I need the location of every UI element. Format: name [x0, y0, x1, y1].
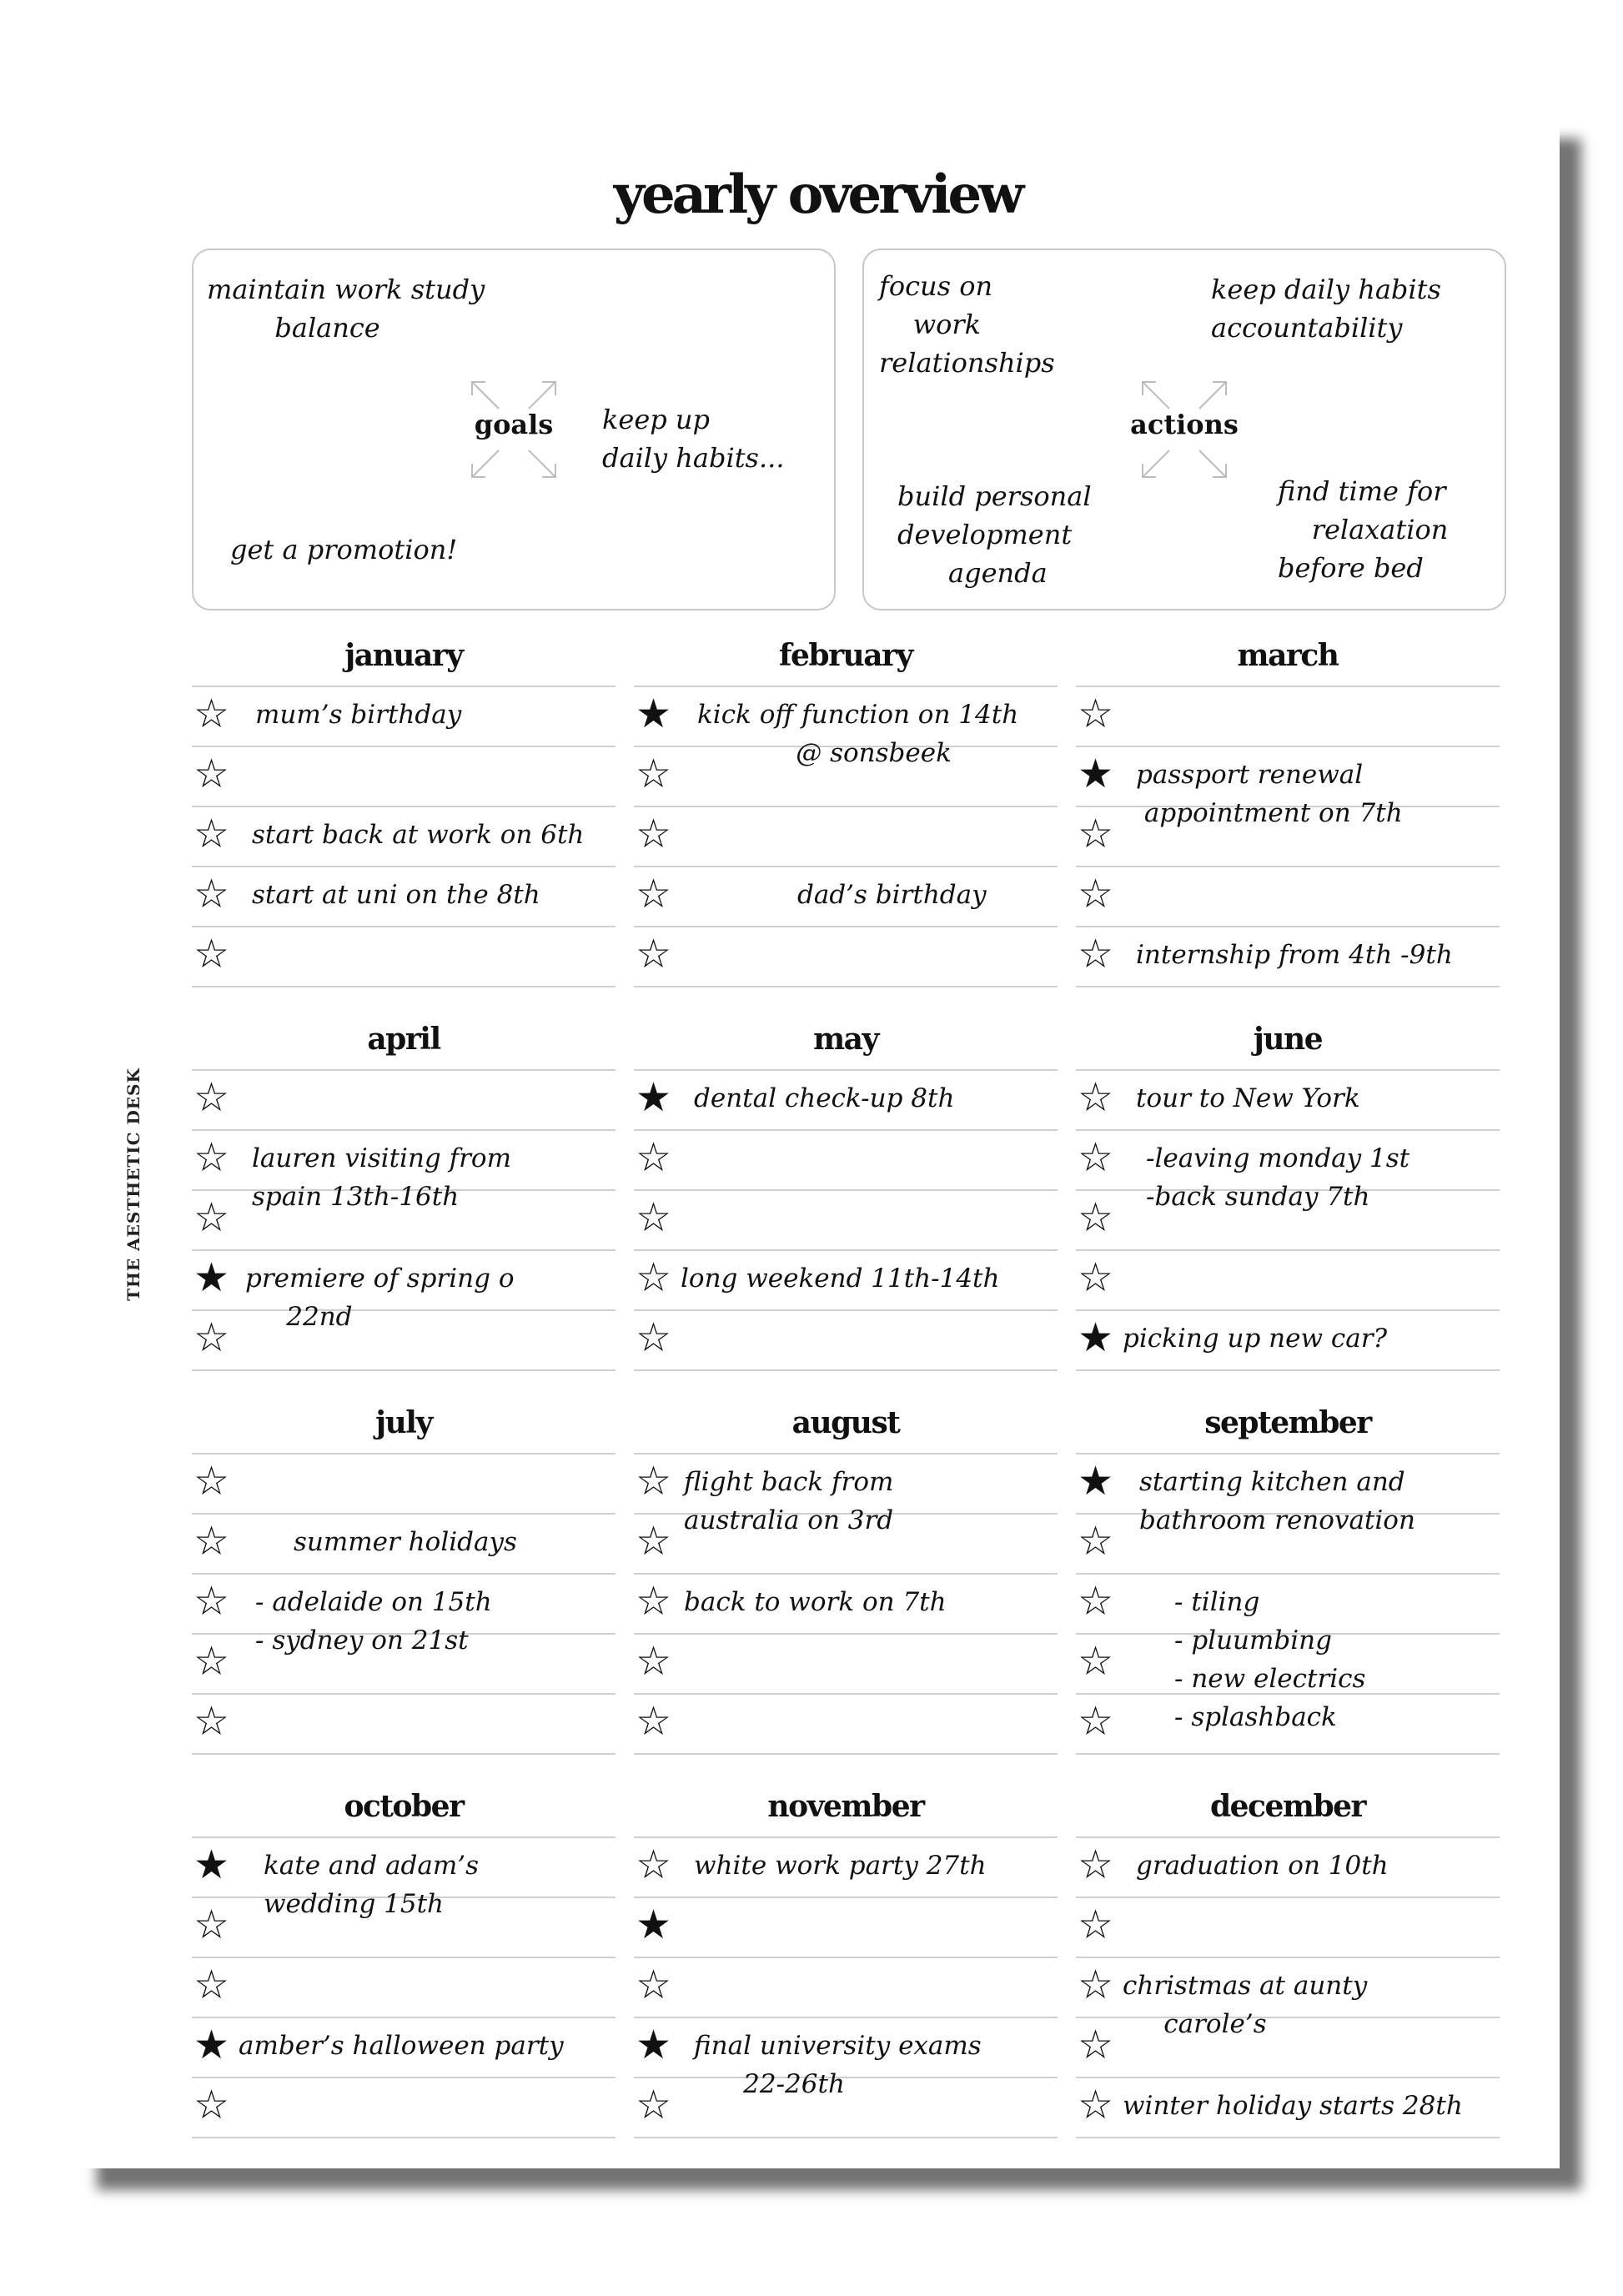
- month-october: [192, 1785, 616, 2152]
- row-divider: [192, 746, 616, 747]
- month-january: [192, 634, 616, 1001]
- action-item: build personal development agenda: [897, 480, 1092, 589]
- row-divider: [1076, 2077, 1500, 2078]
- month-name: march: [1237, 638, 1339, 673]
- month-name: november: [767, 1789, 924, 1824]
- star-filled-icon[interactable]: ★: [193, 1841, 230, 1888]
- star-outline-icon[interactable]: ☆: [193, 1578, 230, 1625]
- star-filled-icon[interactable]: ★: [636, 1902, 672, 1948]
- star-outline-icon[interactable]: ☆: [1078, 1841, 1114, 1888]
- row-divider: [192, 1836, 616, 1838]
- row-divider: [192, 2077, 616, 2078]
- star-outline-icon[interactable]: ☆: [193, 1698, 230, 1745]
- brand-label: THE AESTHETIC DESK: [123, 1068, 143, 1301]
- month-name: august: [791, 1405, 900, 1440]
- row-divider: [192, 926, 616, 927]
- row-divider: [1076, 1753, 1500, 1755]
- star-filled-icon[interactable]: ★: [193, 2022, 230, 2068]
- row-divider: [634, 1633, 1058, 1635]
- row-divider: [634, 2137, 1058, 2138]
- row-divider: [1076, 1309, 1500, 1311]
- month-april: [192, 1017, 616, 1384]
- month-note: white work party 27th: [694, 1851, 987, 1881]
- row-divider: [192, 1693, 616, 1695]
- star-filled-icon[interactable]: ★: [636, 691, 672, 737]
- action-item: find time for relaxation before bed: [1278, 475, 1449, 584]
- month-name: february: [779, 638, 912, 673]
- month-note: tour to New York: [1136, 1083, 1360, 1113]
- row-divider: [192, 1129, 616, 1131]
- month-name: june: [1253, 1022, 1323, 1057]
- month-note: premiere of spring o 22nd: [245, 1264, 515, 1332]
- row-divider: [1076, 2137, 1500, 2138]
- star-outline-icon[interactable]: ☆: [193, 751, 230, 797]
- month-november: [634, 1785, 1058, 2152]
- star-filled-icon[interactable]: ★: [636, 2022, 672, 2068]
- row-divider: [1076, 1249, 1500, 1251]
- goal-item: keep up daily habits...: [602, 404, 785, 474]
- star-outline-icon[interactable]: ☆: [1078, 1194, 1114, 1241]
- row-divider: [634, 1129, 1058, 1131]
- goals-label: goals: [474, 409, 554, 440]
- row-divider: [192, 2137, 616, 2138]
- month-name: october: [344, 1789, 464, 1824]
- row-divider: [192, 1249, 616, 1251]
- star-outline-icon[interactable]: ☆: [193, 1134, 230, 1181]
- star-outline-icon[interactable]: ☆: [1078, 1698, 1114, 1745]
- star-filled-icon[interactable]: ★: [193, 1254, 230, 1301]
- month-name: july: [375, 1405, 432, 1440]
- row-divider: [634, 1957, 1058, 1958]
- star-outline-icon[interactable]: ☆: [636, 751, 672, 797]
- row-divider: [634, 986, 1058, 987]
- month-note: dad’s birthday: [797, 880, 987, 910]
- month-name: december: [1209, 1789, 1366, 1824]
- star-outline-icon[interactable]: ☆: [1078, 1074, 1114, 1121]
- row-divider: [1076, 1836, 1500, 1838]
- star-filled-icon[interactable]: ★: [636, 1074, 672, 1121]
- star-outline-icon[interactable]: ☆: [193, 2082, 230, 2128]
- star-outline-icon[interactable]: ☆: [193, 1458, 230, 1505]
- star-outline-icon[interactable]: ☆: [636, 1698, 672, 1745]
- row-divider: [192, 806, 616, 807]
- star-outline-icon[interactable]: ☆: [1078, 871, 1114, 917]
- star-outline-icon[interactable]: ☆: [193, 1638, 230, 1685]
- star-outline-icon[interactable]: ☆: [1078, 1902, 1114, 1948]
- month-note: flight back from australia on 3rd: [684, 1467, 894, 1535]
- action-item: keep daily habits accountability: [1211, 274, 1441, 344]
- row-divider: [192, 1069, 616, 1071]
- star-outline-icon[interactable]: ☆: [636, 811, 672, 857]
- month-note: picking up new car?: [1123, 1324, 1388, 1354]
- star-outline-icon[interactable]: ☆: [193, 1194, 230, 1241]
- action-item: focus on work relationships: [879, 270, 1055, 379]
- star-filled-icon[interactable]: ★: [1078, 1314, 1114, 1361]
- row-divider: [1076, 986, 1500, 987]
- row-divider: [1076, 1069, 1500, 1071]
- row-divider: [634, 806, 1058, 807]
- month-note: start at uni on the 8th: [252, 880, 540, 910]
- star-outline-icon[interactable]: ☆: [636, 1458, 672, 1505]
- star-outline-icon[interactable]: ☆: [193, 1518, 230, 1565]
- month-note: kick off function on 14th @ sonsbeek: [697, 700, 1019, 768]
- month-june: [1076, 1017, 1500, 1384]
- month-note: mum’s birthday: [255, 700, 462, 730]
- row-divider: [1076, 926, 1500, 927]
- row-divider: [192, 1369, 616, 1371]
- star-outline-icon[interactable]: ☆: [1078, 931, 1114, 977]
- row-divider: [1076, 866, 1500, 867]
- star-outline-icon[interactable]: ☆: [193, 871, 230, 917]
- star-outline-icon[interactable]: ☆: [636, 1518, 672, 1565]
- month-name: september: [1204, 1405, 1371, 1440]
- month-note: dental check-up 8th: [694, 1083, 955, 1113]
- row-divider: [192, 1957, 616, 1958]
- star-outline-icon[interactable]: ☆: [1078, 1578, 1114, 1625]
- month-note: - adelaide on 15th - sydney on 21st: [255, 1587, 492, 1655]
- row-divider: [192, 1573, 616, 1575]
- row-divider: [634, 2017, 1058, 2018]
- row-divider: [192, 686, 616, 687]
- month-note: graduation on 10th: [1136, 1851, 1389, 1881]
- month-note: winter holiday starts 28th: [1123, 2091, 1463, 2121]
- star-outline-icon[interactable]: ☆: [1078, 1638, 1114, 1685]
- row-divider: [634, 1897, 1058, 1898]
- star-outline-icon[interactable]: ☆: [636, 1841, 672, 1888]
- star-outline-icon[interactable]: ☆: [193, 691, 230, 737]
- star-outline-icon[interactable]: ☆: [636, 871, 672, 917]
- month-note: internship from 4th -9th: [1136, 940, 1453, 970]
- month-september: [1076, 1401, 1500, 1768]
- row-divider: [192, 986, 616, 987]
- star-outline-icon[interactable]: ☆: [1078, 2022, 1114, 2068]
- star-outline-icon[interactable]: ☆: [193, 1902, 230, 1948]
- row-divider: [192, 1753, 616, 1755]
- star-outline-icon[interactable]: ☆: [193, 1314, 230, 1361]
- row-divider: [1076, 1897, 1500, 1898]
- planner-page: [75, 117, 1560, 2168]
- star-outline-icon[interactable]: ☆: [636, 1134, 672, 1181]
- month-note: kate and adam’s wedding 15th: [264, 1851, 480, 1919]
- row-divider: [192, 1513, 616, 1515]
- month-note: -leaving monday 1st -back sunday 7th: [1146, 1143, 1410, 1212]
- row-divider: [192, 866, 616, 867]
- star-outline-icon[interactable]: ☆: [193, 1962, 230, 2008]
- month-may: [634, 1017, 1058, 1384]
- star-outline-icon[interactable]: ☆: [193, 931, 230, 977]
- star-outline-icon[interactable]: ☆: [1078, 1518, 1114, 1565]
- row-divider: [634, 926, 1058, 927]
- month-february: [634, 634, 1058, 1001]
- month-december: [1076, 1785, 1500, 2152]
- row-divider: [1076, 746, 1500, 747]
- star-outline-icon[interactable]: ☆: [636, 1314, 672, 1361]
- star-outline-icon[interactable]: ☆: [636, 1638, 672, 1685]
- row-divider: [634, 866, 1058, 867]
- month-note: - tiling - pluumbing - new electrics - splashback: [1174, 1587, 1366, 1732]
- star-filled-icon[interactable]: ★: [1078, 1458, 1114, 1505]
- month-note: back to work on 7th: [684, 1587, 947, 1617]
- goal-item: maintain work study balance: [207, 274, 485, 344]
- star-outline-icon[interactable]: ☆: [636, 1254, 672, 1301]
- month-july: [192, 1401, 616, 1768]
- star-outline-icon[interactable]: ☆: [193, 811, 230, 857]
- month-note: amber’s halloween party: [239, 2031, 564, 2061]
- star-outline-icon[interactable]: ☆: [1078, 811, 1114, 857]
- row-divider: [634, 1309, 1058, 1311]
- row-divider: [192, 2017, 616, 2018]
- month-august: [634, 1401, 1058, 1768]
- month-name: april: [367, 1022, 440, 1057]
- star-outline-icon[interactable]: ☆: [636, 2082, 672, 2128]
- star-outline-icon[interactable]: ☆: [636, 931, 672, 977]
- star-outline-icon[interactable]: ☆: [1078, 2082, 1114, 2128]
- page-title: yearly overview: [613, 163, 1022, 226]
- month-note: starting kitchen and bathroom renovation: [1139, 1467, 1415, 1535]
- month-note: christmas at aunty carole’s: [1123, 1971, 1368, 2039]
- actions-label: actions: [1130, 409, 1239, 440]
- row-divider: [1076, 1573, 1500, 1575]
- row-divider: [192, 1453, 616, 1454]
- row-divider: [634, 1836, 1058, 1838]
- month-note: lauren visiting from spain 13th-16th: [252, 1143, 511, 1212]
- star-outline-icon[interactable]: ☆: [636, 1578, 672, 1625]
- row-divider: [1076, 686, 1500, 687]
- row-divider: [1076, 1369, 1500, 1371]
- month-note: start back at work on 6th: [252, 820, 585, 850]
- row-divider: [634, 1693, 1058, 1695]
- row-divider: [634, 1453, 1058, 1454]
- star-outline-icon[interactable]: ☆: [636, 1194, 672, 1241]
- star-filled-icon[interactable]: ★: [1078, 751, 1114, 797]
- month-name: may: [813, 1022, 878, 1057]
- star-outline-icon[interactable]: ☆: [1078, 1134, 1114, 1181]
- month-note: passport renewal appointment on 7th: [1136, 760, 1403, 828]
- row-divider: [1076, 1129, 1500, 1131]
- star-outline-icon[interactable]: ☆: [1078, 691, 1114, 737]
- goals-box: [192, 249, 836, 610]
- row-divider: [1076, 1957, 1500, 1958]
- row-divider: [634, 1369, 1058, 1371]
- row-divider: [634, 686, 1058, 687]
- row-divider: [1076, 1453, 1500, 1454]
- row-divider: [634, 1249, 1058, 1251]
- month-name: january: [344, 638, 463, 673]
- star-outline-icon[interactable]: ☆: [193, 1074, 230, 1121]
- star-outline-icon[interactable]: ☆: [636, 1962, 672, 2008]
- row-divider: [634, 1069, 1058, 1071]
- row-divider: [634, 1189, 1058, 1191]
- month-note: summer holidays: [294, 1527, 517, 1557]
- goal-item: get a promotion!: [230, 534, 458, 565]
- month-note: long weekend 11th-14th: [681, 1264, 1000, 1294]
- month-march: [1076, 634, 1500, 1001]
- star-outline-icon[interactable]: ☆: [1078, 1962, 1114, 2008]
- month-note: final university exams 22-26th: [694, 2031, 982, 2099]
- row-divider: [634, 1573, 1058, 1575]
- star-outline-icon[interactable]: ☆: [1078, 1254, 1114, 1301]
- row-divider: [634, 1753, 1058, 1755]
- actions-box: [862, 249, 1506, 610]
